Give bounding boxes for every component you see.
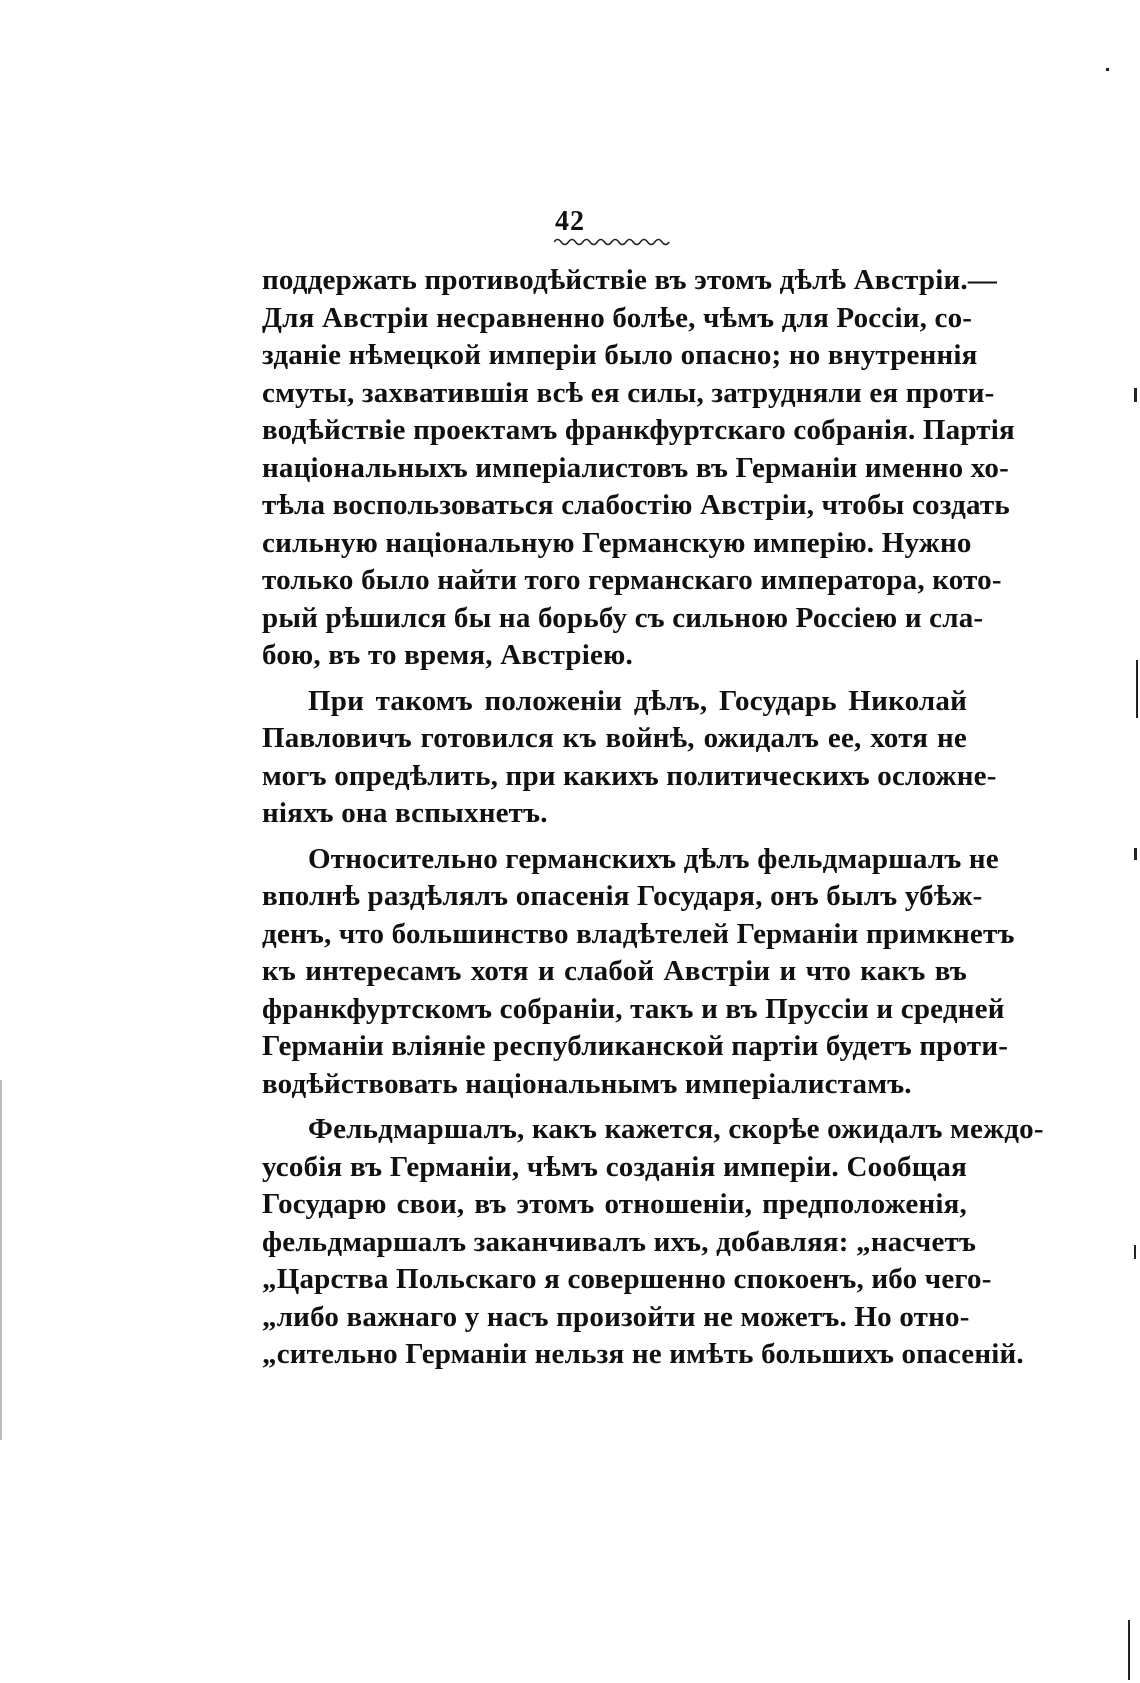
text-line: рый рѣшился бы на борьбу съ сильною Россіею и сла-: [262, 601, 984, 634]
scan-mark: [0, 1080, 2, 1440]
text-line: „Царства Польскаго я совершенно спокоенъ, ибо чего-: [262, 1263, 992, 1295]
text-line: Относительно германскихъ дѣлъ фельдмаршалъ не: [308, 842, 999, 875]
scan-mark: [1134, 388, 1137, 402]
text-line: зданіе нѣмецкой имперіи было опасно; но внутреннія: [262, 339, 978, 371]
wavy-rule-ornament: [554, 236, 670, 248]
text-line: водѣйствовать національнымъ имперіалистамъ.: [262, 1067, 912, 1100]
scan-mark: [1134, 1245, 1136, 1259]
text-line: Павловичъ готовился къ войнѣ, ожидалъ ее, хотя не: [262, 722, 967, 754]
text-line: Для Австріи несравненно болѣе, чѣмъ для Россіи, со-: [262, 301, 973, 334]
scan-mark: [1106, 68, 1109, 71]
scan-mark: [1134, 848, 1137, 860]
text-line: смуты, захватившія всѣ ея силы, затрудняли ея проти-: [262, 376, 995, 409]
paragraph-gap: [262, 675, 967, 683]
paragraph: [262, 1111, 1044, 1374]
text-line: При такомъ положеніи дѣлъ, Государь Николай: [308, 684, 967, 717]
paragraph: [262, 841, 1015, 1104]
text-line: бою, въ то время, Австріею.: [262, 639, 633, 671]
text-line: Государю свои, въ этомъ отношеніи, предположенія,: [262, 1188, 967, 1220]
text-line: тѣла воспользоваться слабостію Австріи, чтобы создать: [262, 489, 1010, 521]
text-line: ніяхъ она вспыхнетъ.: [262, 797, 548, 829]
text-line: денъ, что большинство владѣтелей Германіи примкнетъ: [262, 917, 1015, 950]
text-line: Германіи вліяніе республиканской партіи будетъ проти-: [262, 1030, 1009, 1062]
text-line: „сительно Германіи нельзя не имѣть большихъ опасеній.: [262, 1338, 1024, 1370]
text-line: сильную національную Германскую имперію. Нужно: [262, 526, 972, 559]
scan-mark: [1128, 1620, 1130, 1680]
text-line: національныхъ имперіалистовъ въ Германіи именно хо-: [262, 451, 1009, 484]
paragraph: [262, 683, 997, 833]
text-line: къ интересамъ хотя и слабой Австріи и что какъ въ: [262, 955, 967, 987]
body-text: [262, 262, 1044, 1374]
text-line: фельдмаршалъ заканчивалъ ихъ, добавляя: „насчетъ: [262, 1225, 977, 1258]
text-line: Фельдмаршалъ, какъ кажется, скорѣе ожидалъ междо-: [308, 1113, 1044, 1145]
paragraph: [262, 262, 1015, 675]
paragraph-gap: [262, 1103, 967, 1111]
text-line: вполнѣ раздѣлялъ опасенія Государя, онъ былъ убѣж-: [262, 880, 983, 912]
text-line: франкфуртскомъ собраніи, такъ и въ Пруссіи и средней: [262, 992, 1005, 1025]
text-line: усобія въ Германіи, чѣмъ созданія имперіи. Сообщая: [262, 1150, 967, 1183]
text-line: водѣйствіе проектамъ франкфуртскаго собранія. Партія: [262, 414, 1015, 446]
text-line: „либо важнаго у насъ произойти не можетъ. Но отно-: [262, 1300, 970, 1333]
page-number: 42: [555, 206, 585, 237]
paragraph-gap: [262, 833, 967, 841]
scan-mark: [1136, 660, 1138, 718]
text-line: могъ опредѣлить, при какихъ политическихъ осложне-: [262, 759, 997, 792]
text-line: поддержать противодѣйствіе въ этомъ дѣлѣ Австріи.—: [262, 264, 998, 296]
text-line: только было найти того германскаго императора, кото-: [262, 564, 1002, 596]
